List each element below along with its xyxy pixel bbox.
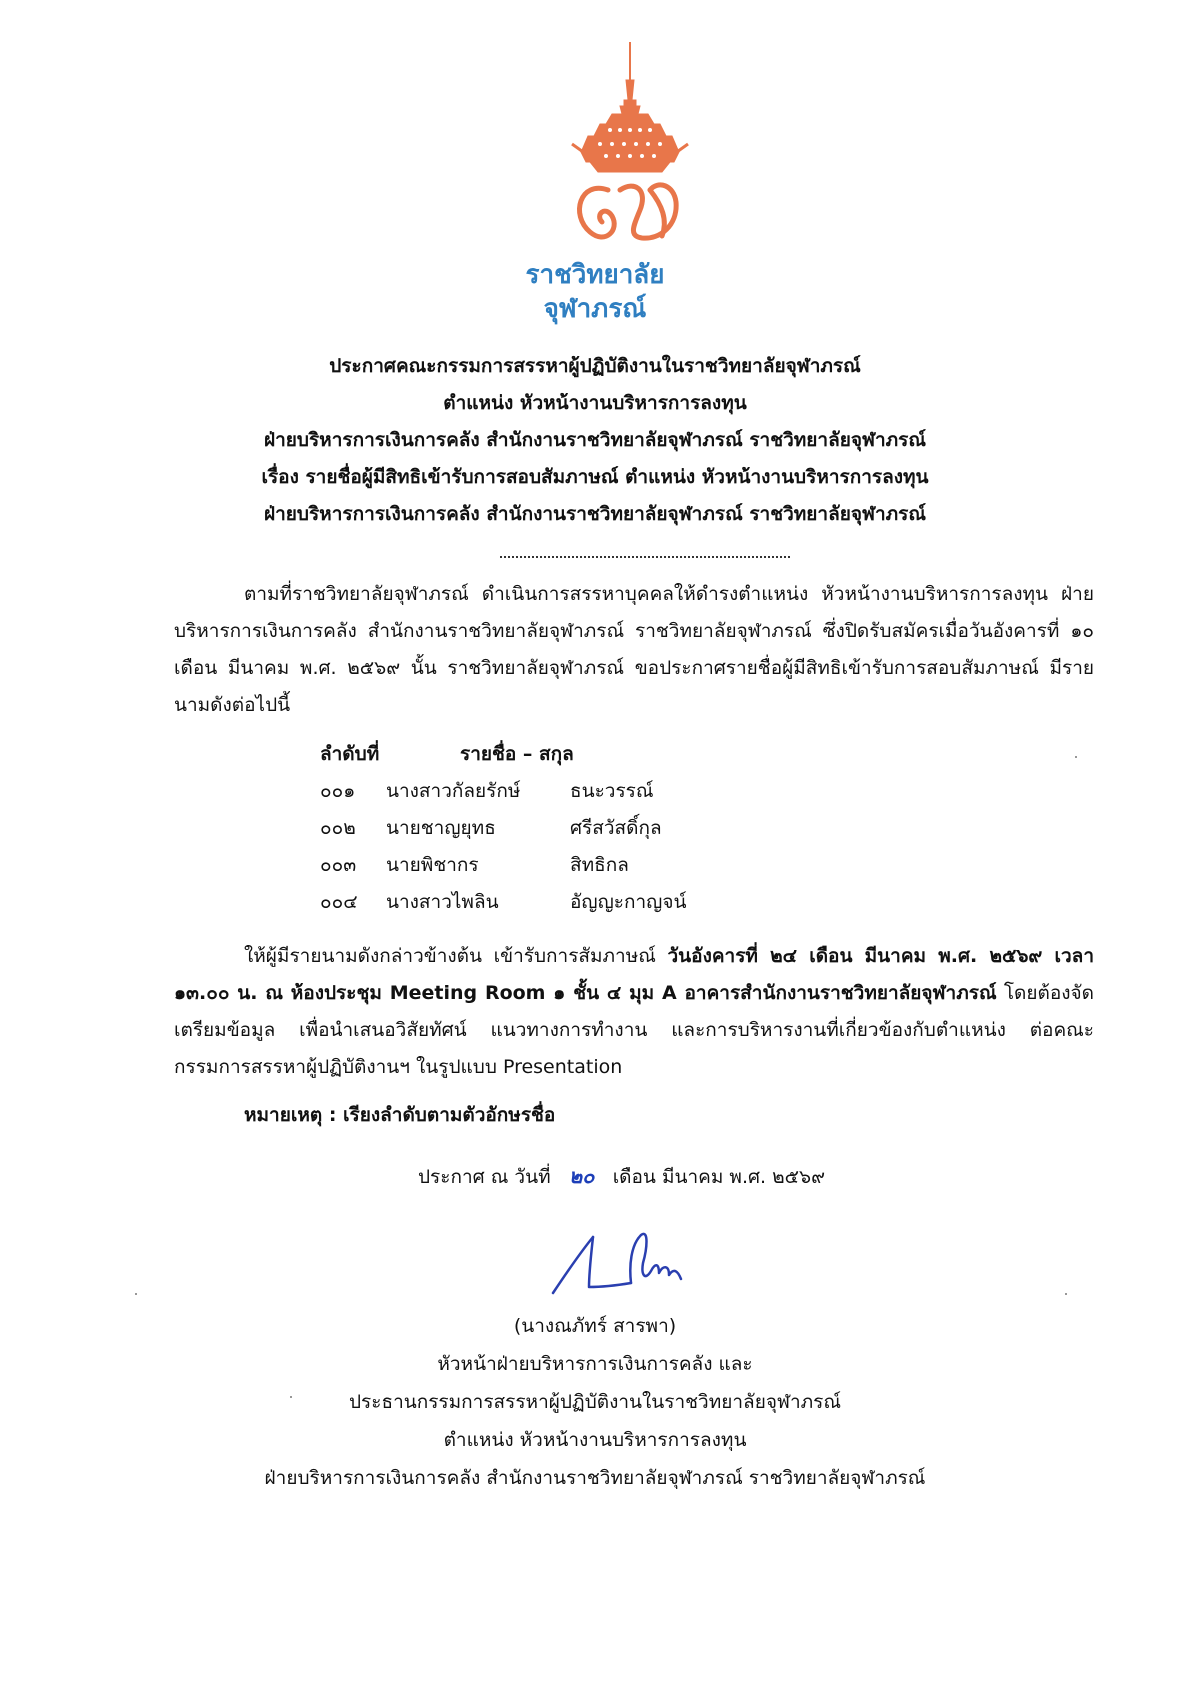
signatory-block — [200, 1307, 990, 1497]
intro-paragraph — [174, 576, 1094, 724]
header-order-number: ลำดับที่ — [320, 743, 380, 765]
logo-title-line1: ราชวิทยาลัย — [525, 260, 665, 290]
logo-title-line2: จุฬาภรณ์ — [543, 294, 647, 324]
interview-text-instructions: โดยต้องจัดเตรียมข้อมูล เพื่อนำเสนอวิสัยทัศน์ แนวทางการทำงาน และการบริหารงานที่เกี่ยวข้องกับตำแหน่ง ต่อคณะกรรมการสรรหาผู้ปฏิบัติงานฯ ในรูปแบบ Presentation — [174, 982, 1095, 1078]
heading-line: ฝ่ายบริหารการเงินการคลัง สำนักงานราชวิทยาลัยจุฬาภรณ์ ราชวิทยาลัยจุฬาภรณ์ — [263, 503, 927, 525]
handwritten-day: ๒๐ — [568, 1164, 595, 1188]
heading-line: ฝ่ายบริหารการเงินการคลัง สำนักงานราชวิทยาลัยจุฬาภรณ์ ราชวิทยาลัยจุฬาภรณ์ — [263, 429, 927, 451]
interview-datetime-location: วันอังคารที่ ๒๔ เดือน มีนาคม พ.ศ. ๒๕๖๙ เวลา ๑๓.๐๐ น. ณ ห้องประชุม Meeting Room ๑ ชั้น ๔ มุม A อาคารสำนักงานราชวิทยาลัยจุฬาภรณ์ — [174, 945, 1094, 1004]
candidate-number: ๐๐๑ — [320, 780, 356, 802]
announcement-date-prefix: ประกาศ ณ วันที่ — [418, 1166, 551, 1188]
interview-paragraph — [174, 938, 1094, 1086]
candidate-number: ๐๐๔ — [320, 891, 358, 913]
candidate-last-name: อัญญะกาญจน์ — [570, 891, 687, 913]
scan-speck — [1065, 1293, 1067, 1295]
heading-line: ประกาศคณะกรรมการสรรหาผู้ปฏิบัติงานในราชวิทยาลัยจุฬาภรณ์ — [329, 355, 861, 377]
interview-text-intro: ให้ผู้มีรายนามดังกล่าวข้างต้น เข้ารับการสัมภาษณ์ — [244, 945, 668, 967]
signatory-title: หัวหน้าฝ่ายบริหารการเงินการคลัง และ — [437, 1353, 753, 1375]
announcement-date — [418, 1158, 825, 1196]
list-item — [320, 810, 686, 847]
candidate-number: ๐๐๒ — [320, 817, 356, 839]
candidate-first-name: นายชาญยุทธ — [386, 817, 496, 839]
intro-paragraph-text: ตามที่ราชวิทยาลัยจุฬาภรณ์ ดำเนินการสรรหาบุคคลให้ดำรงตำแหน่ง หัวหน้างานบริหารการลงทุน ฝ่ายบริหารการเงินการคลัง สำนักงานราชวิทยาลัยจุฬาภรณ์ ราชวิทยาลัยจุฬาภรณ์ ซึ่งปิดรับสมัครเมื่อวันอังคารที่ ๑๐ เดือน มีนาคม พ.ศ. ๒๕๖๙ นั้น ราชวิทยาลัยจุฬาภรณ์ ขอประกาศรายชื่อผู้มีสิทธิเข้ารับการสอบสัมภาษณ์ มีรายนามดังต่อไปนี้ — [174, 583, 1094, 716]
scan-speck — [290, 1396, 292, 1398]
candidate-number: ๐๐๓ — [320, 854, 357, 876]
candidate-first-name: นางสาวไพลิน — [386, 891, 499, 913]
signatory-title: ประธานกรรมการสรรหาผู้ปฏิบัติงานในราชวิทยาลัยจุฬาภรณ์ — [349, 1391, 841, 1413]
signatory-title: ตำแหน่ง หัวหน้างานบริหารการลงทุน — [443, 1429, 747, 1451]
candidate-first-name: นายพิชากร — [386, 854, 479, 876]
dotted-divider — [500, 556, 790, 558]
announcement-heading — [150, 348, 1040, 533]
announcement-date-suffix: เดือน มีนาคม พ.ศ. ๒๕๖๙ — [612, 1166, 825, 1188]
heading-line: เรื่อง รายชื่อผู้มีสิทธิเข้ารับการสอบสัมภาษณ์ ตำแหน่ง หัวหน้างานบริหารการลงทุน — [261, 466, 929, 488]
header-full-name: รายชื่อ – สกุล — [460, 743, 574, 765]
candidate-list — [320, 736, 686, 921]
heading-line: ตำแหน่ง หัวหน้างานบริหารการลงทุน — [443, 392, 747, 414]
candidate-list-header — [320, 736, 686, 773]
candidate-last-name: ศรีสวัสดิ์กุล — [570, 817, 662, 839]
handwritten-signature — [545, 1215, 695, 1305]
list-item — [320, 773, 686, 810]
candidate-last-name: สิทธิกล — [570, 854, 629, 876]
candidate-last-name: ธนะวรรณ์ — [570, 780, 654, 802]
scan-speck — [1075, 756, 1077, 758]
signatory-name: (นางณภัทร์ สารพา) — [513, 1315, 677, 1337]
list-item — [320, 847, 686, 884]
note: หมายเหตุ : เรียงลำดับตามตัวอักษรชื่อ — [244, 1104, 556, 1126]
candidate-first-name: นางสาวกัลยรักษ์ — [386, 780, 521, 802]
list-item — [320, 884, 686, 921]
scan-speck — [135, 1293, 137, 1295]
signatory-title: ฝ่ายบริหารการเงินการคลัง สำนักงานราชวิทยาลัยจุฬาภรณ์ ราชวิทยาลัยจุฬาภรณ์ — [264, 1467, 926, 1489]
chulabhorn-emblem-icon — [550, 40, 710, 250]
